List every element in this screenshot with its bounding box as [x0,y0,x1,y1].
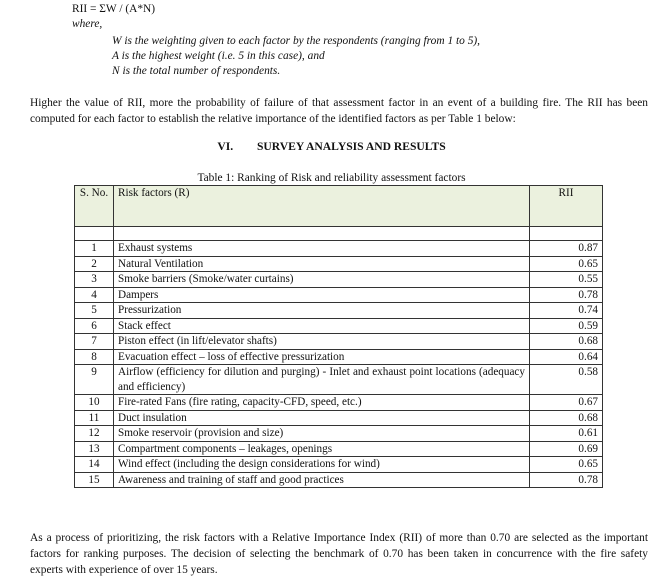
factor-cell: Compartment components – leakages, openings [114,441,530,457]
sno-cell: 12 [75,426,114,442]
table-row [75,472,603,488]
sno-cell: 2 [75,256,114,272]
factor-cell: Smoke barriers (Smoke/water curtains) [114,272,530,288]
sno-cell: 11 [75,410,114,426]
rii-cell: 0.61 [530,426,603,442]
rii-cell: 0.55 [530,272,603,288]
sno-cell: 4 [75,287,114,303]
where-label: where, [72,18,103,30]
table-row [75,441,603,457]
factor-cell: Fire-rated Fans (fire rating, capacity-CFD, speed, etc.) [114,395,530,411]
table-row [75,426,603,442]
sno-cell: 13 [75,441,114,457]
factor-cell: Evacuation effect – loss of effective pressurization [114,349,530,365]
section-heading [0,140,663,153]
rii-cell: 0.65 [530,457,603,473]
definition-n: N is the total number of respondents. [112,65,281,77]
table-row [75,334,603,350]
factor-cell: Airflow (efficiency for dilution and purging) - Inlet and exhaust point locations (adequacy and efficiency) [114,365,530,395]
factor-cell: Pressurization [114,303,530,319]
table-row [75,365,603,395]
sno-cell: 3 [75,272,114,288]
risk-factors-table [74,185,603,488]
rii-cell: 0.59 [530,318,603,334]
rii-cell: 0.68 [530,410,603,426]
factor-cell: Duct insulation [114,410,530,426]
factor-cell: Dampers [114,287,530,303]
table-row [75,410,603,426]
rii-cell: 0.74 [530,303,603,319]
header-risk-factors: Risk factors (R) [114,186,530,227]
section-number: VI. [217,140,234,153]
sno-cell: 1 [75,241,114,257]
paragraph-line: As a process of prioritizing, the risk factors with a Relative Importance Index (RII) of more than 0.70 are selected as the important [30,532,648,544]
paragraph-line: Higher the value of RII, more the probability of failure of that assessment factor in an event of a building fire. The RII has been [30,97,648,109]
rii-cell: 0.58 [530,365,603,395]
rii-cell: 0.87 [530,241,603,257]
factor-cell: Smoke reservoir (provision and size) [114,426,530,442]
table-row [75,303,603,319]
sno-cell: 6 [75,318,114,334]
rii-cell: 0.65 [530,256,603,272]
sno-cell: 14 [75,457,114,473]
table-blank-row [75,227,603,241]
sno-cell: 15 [75,472,114,488]
table-row [75,287,603,303]
sno-cell: 8 [75,349,114,365]
paragraph-line: computed for each factor to establish the relative importance of the identified factors as per Table 1 below: [30,113,516,125]
rii-cell: 0.78 [530,287,603,303]
paragraph-line: experts with experience of over 15 years. [30,564,218,576]
paragraph-prioritizing [30,530,648,578]
sno-cell: 5 [75,303,114,319]
factor-cell: Piston effect (in lift/elevator shafts) [114,334,530,350]
sno-cell: 7 [75,334,114,350]
rii-formula: RII = ΣW / (A*N) [72,3,156,15]
header-sno: S. No. [75,186,114,227]
table-row [75,457,603,473]
rii-cell: 0.69 [530,441,603,457]
factor-cell: Wind effect (including the design considerations for wind) [114,457,530,473]
table-caption: Table 1: Ranking of Risk and reliability assessment factors [197,172,466,184]
rii-cell: 0.78 [530,472,603,488]
table-row [75,349,603,365]
paragraph-line: factors for ranking purposes. The decision of selecting the benchmark of 0.70 has been taken in concurrence with the fire safety [30,548,648,560]
sno-cell: 9 [75,365,114,395]
rii-cell: 0.68 [530,334,603,350]
definition-w: W is the weighting given to each factor by the respondents (ranging from 1 to 5), [112,35,481,47]
table-row [75,241,603,257]
rii-cell: 0.64 [530,349,603,365]
factor-cell: Stack effect [114,318,530,334]
definition-a: A is the highest weight (i.e. 5 in this case), and [112,50,325,62]
paragraph-rii-explanation [30,95,648,127]
rii-cell: 0.67 [530,395,603,411]
table-row [75,395,603,411]
factor-cell: Natural Ventilation [114,256,530,272]
sno-cell: 10 [75,395,114,411]
table-row [75,272,603,288]
factor-cell: Exhaust systems [114,241,530,257]
section-title: SURVEY ANALYSIS AND RESULTS [256,140,446,153]
table-row [75,318,603,334]
header-rii: RII [530,186,603,227]
table-row [75,256,603,272]
factor-cell: Awareness and training of staff and good practices [114,472,530,488]
